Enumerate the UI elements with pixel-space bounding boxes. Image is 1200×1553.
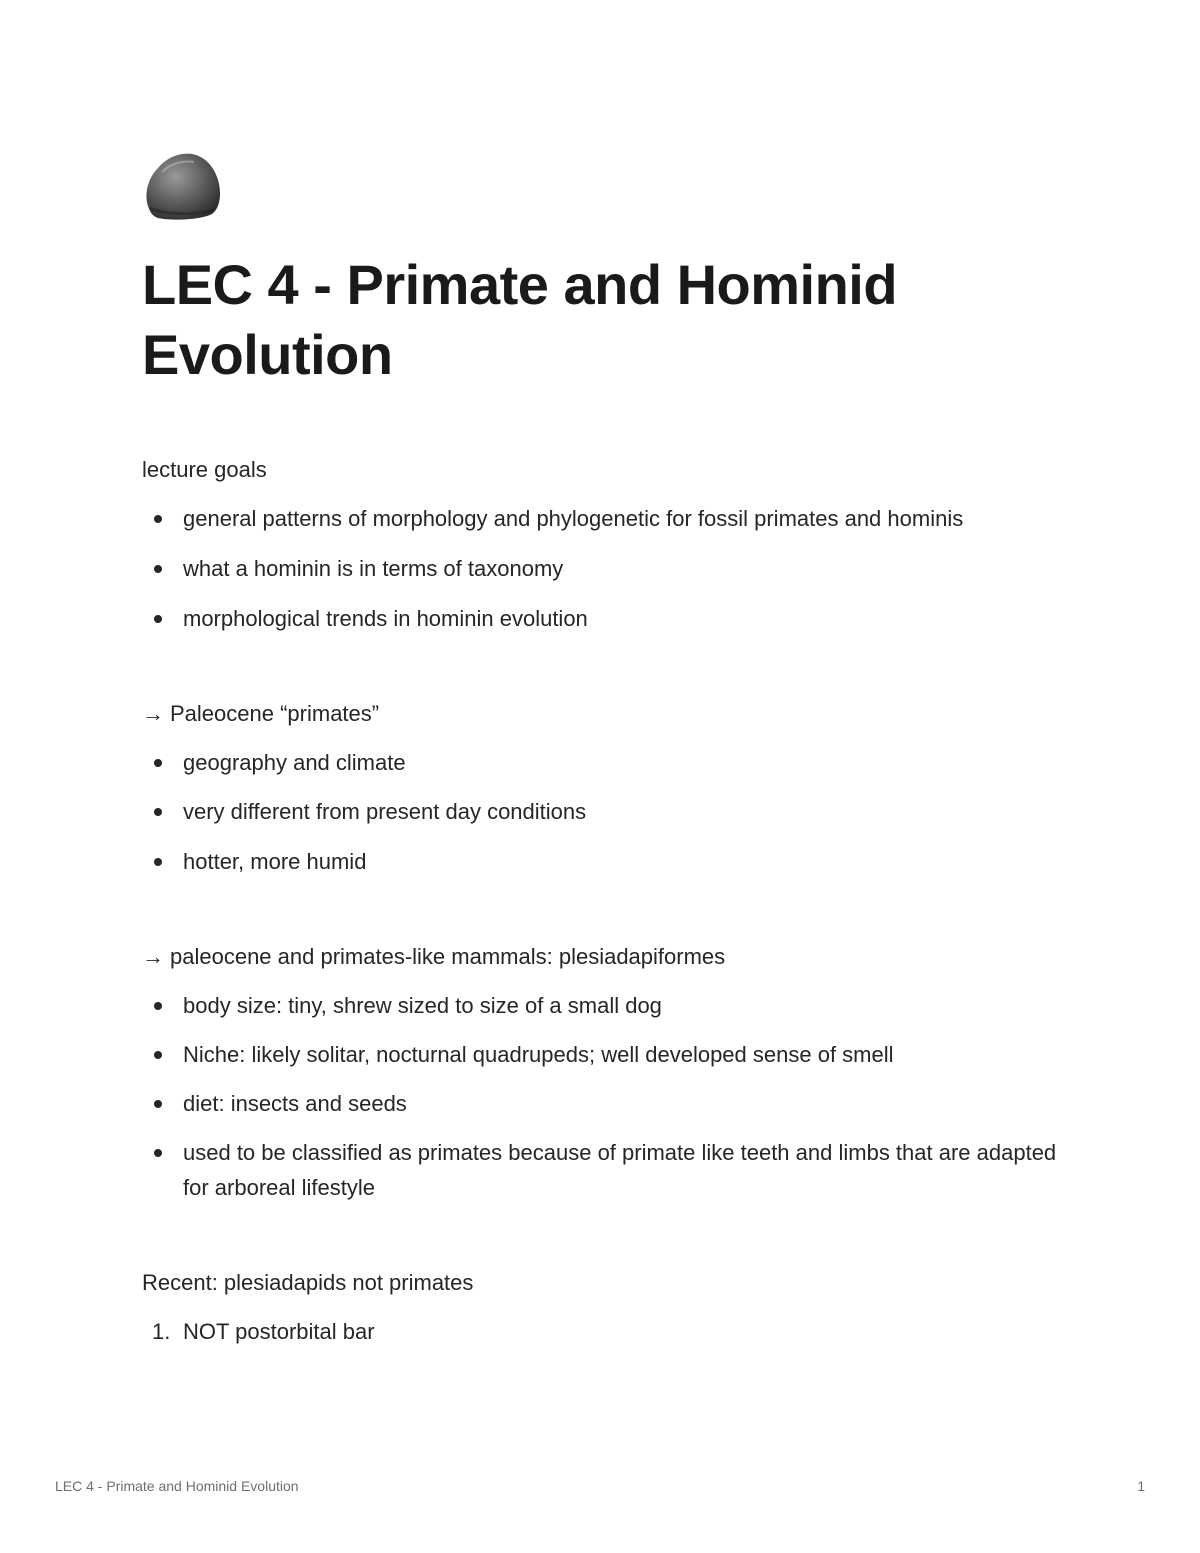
list-item [142,745,1062,780]
list-item-text: what a hominin is in terms of taxonomy [183,556,564,581]
paleocene-heading [142,696,1062,731]
list-item-text: morphological trends in hominin evolution [183,606,588,631]
page-content [142,452,1062,1349]
footer-page-number: 1 [1137,1478,1145,1494]
plesiadapiformes-heading [142,939,1062,974]
list-item [142,501,1062,536]
footer-title: LEC 4 - Primate and Hominid Evolution [55,1478,299,1494]
plesiadapiformes-heading-text: paleocene and primates-like mammals: plesiadapiformes [170,944,726,969]
lecture-goals-list [142,501,1062,636]
lecture-goals-heading: lecture goals [142,457,267,482]
list-item [142,601,1062,636]
list-item-text: body size: tiny, shrew sized to size of a small dog [183,993,662,1018]
list-item-text: used to be classified as primates because of primate like teeth and limbs that are adapted for arboreal lifestyle [183,1140,1057,1200]
list-item-text: diet: insects and seeds [183,1091,407,1116]
bullet-icon [154,1149,162,1157]
list-item-text: very different from present day conditions [183,799,587,824]
list-item [142,988,1062,1023]
list-item [142,551,1062,586]
recent-heading: Recent: plesiadapids not primates [142,1270,474,1295]
list-item-text: general patterns of morphology and phylogenetic for fossil primates and hominis [183,506,964,531]
paleocene-heading-text: Paleocene “primates” [170,701,380,726]
list-item-text: geography and climate [183,750,406,775]
recent-list [142,1314,1062,1349]
arrow-right-icon: → [142,944,164,969]
bullet-icon [154,808,162,816]
list-item-text: Niche: likely solitar, nocturnal quadrupeds; well developed sense of smell [183,1042,894,1067]
list-item [142,1086,1062,1121]
list-item [142,1135,1062,1205]
bullet-icon [154,1002,162,1010]
arrow-right-icon: → [142,701,164,726]
bullet-icon [154,759,162,767]
list-item [142,1314,1062,1349]
list-item-text: hotter, more humid [183,849,367,874]
paleocene-list [142,745,1062,879]
bullet-icon [154,515,162,523]
plesiadapiformes-list [142,988,1062,1205]
bullet-icon [154,1100,162,1108]
list-item [142,844,1062,879]
bullet-icon [154,858,162,866]
page-title: LEC 4 - Primate and Hominid Evolution [142,253,898,386]
list-item-text: NOT postorbital bar [183,1319,375,1344]
rock-icon [142,148,224,222]
list-item [142,1037,1062,1072]
list-item [142,794,1062,829]
bullet-icon [154,565,162,573]
list-number: 1. [152,1319,171,1344]
bullet-icon [154,1051,162,1059]
bullet-icon [154,615,162,623]
